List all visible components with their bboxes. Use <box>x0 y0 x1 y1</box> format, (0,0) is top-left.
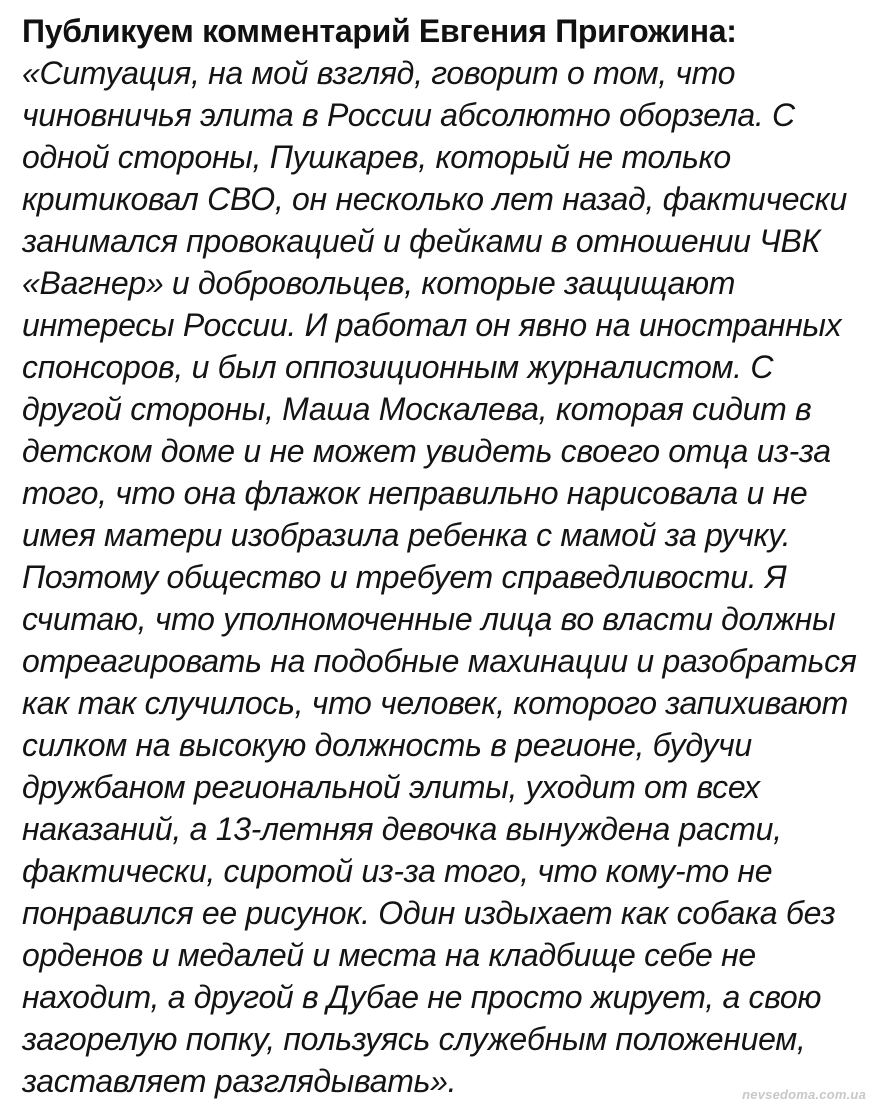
quote-line: считаю, что уполномоченные лица во власти должны <box>22 601 836 637</box>
quote-body <box>22 52 862 1102</box>
post-text <box>22 10 862 1102</box>
quote-line: спонсоров, и был оппозиционным журналистом. С <box>22 349 774 385</box>
quote-line: как так случилось, что человек, которого запихивают <box>22 685 848 721</box>
quote-line: понравился ее рисунок. Один издыхает как собака без <box>22 895 836 931</box>
quote-line: детском доме и не может увидеть своего отца из-за <box>22 433 831 469</box>
quote-line: критиковал СВО, он несколько лет назад, фактически <box>22 181 847 217</box>
post-heading: Публикуем комментарий Евгения Пригожина: <box>22 13 737 49</box>
quote-line: дружбаном региональной элиты, уходит от всех <box>22 769 760 805</box>
quote-line: занимался провокацией и фейками в отношении ЧВК <box>22 223 821 259</box>
quote-line: силком на высокую должность в регионе, будучи <box>22 727 752 763</box>
quote-line: другой стороны, Маша Москалева, которая сидит в <box>22 391 812 427</box>
site-watermark: nevsedoma.com.ua <box>742 1087 866 1102</box>
quote-line: интересы России. И работал он явно на иностранных <box>22 307 842 343</box>
quote-line: фактически, сиротой из-за того, что кому-то не <box>22 853 773 889</box>
quote-line: наказаний, а 13-летняя девочка вынуждена расти, <box>22 811 782 847</box>
quote-line: загорелую попку, пользуясь служебным положением, <box>22 1021 806 1057</box>
quote-line: Поэтому общество и требует справедливости. Я <box>22 559 787 595</box>
quote-line: одной стороны, Пушкарев, который не только <box>22 139 731 175</box>
quote-line: отреагировать на подобные махинации и разобраться <box>22 643 857 679</box>
quote-line: имея матери изобразила ребенка с мамой за ручку. <box>22 517 791 553</box>
quote-line: находит, а другой в Дубае не просто жирует, а свою <box>22 979 822 1015</box>
quote-line: «Вагнер» и добровольцев, которые защищают <box>22 265 736 301</box>
quote-line: орденов и медалей и места на кладбище себе не <box>22 937 756 973</box>
quote-line: того, что она флажок неправильно нарисовала и не <box>22 475 808 511</box>
quote-line: чиновничья элита в России абсолютно оборзела. С <box>22 97 795 133</box>
quote-line: заставляет разглядывать». <box>22 1063 457 1099</box>
quote-line: «Ситуация, на мой взгляд, говорит о том, что <box>22 55 736 91</box>
